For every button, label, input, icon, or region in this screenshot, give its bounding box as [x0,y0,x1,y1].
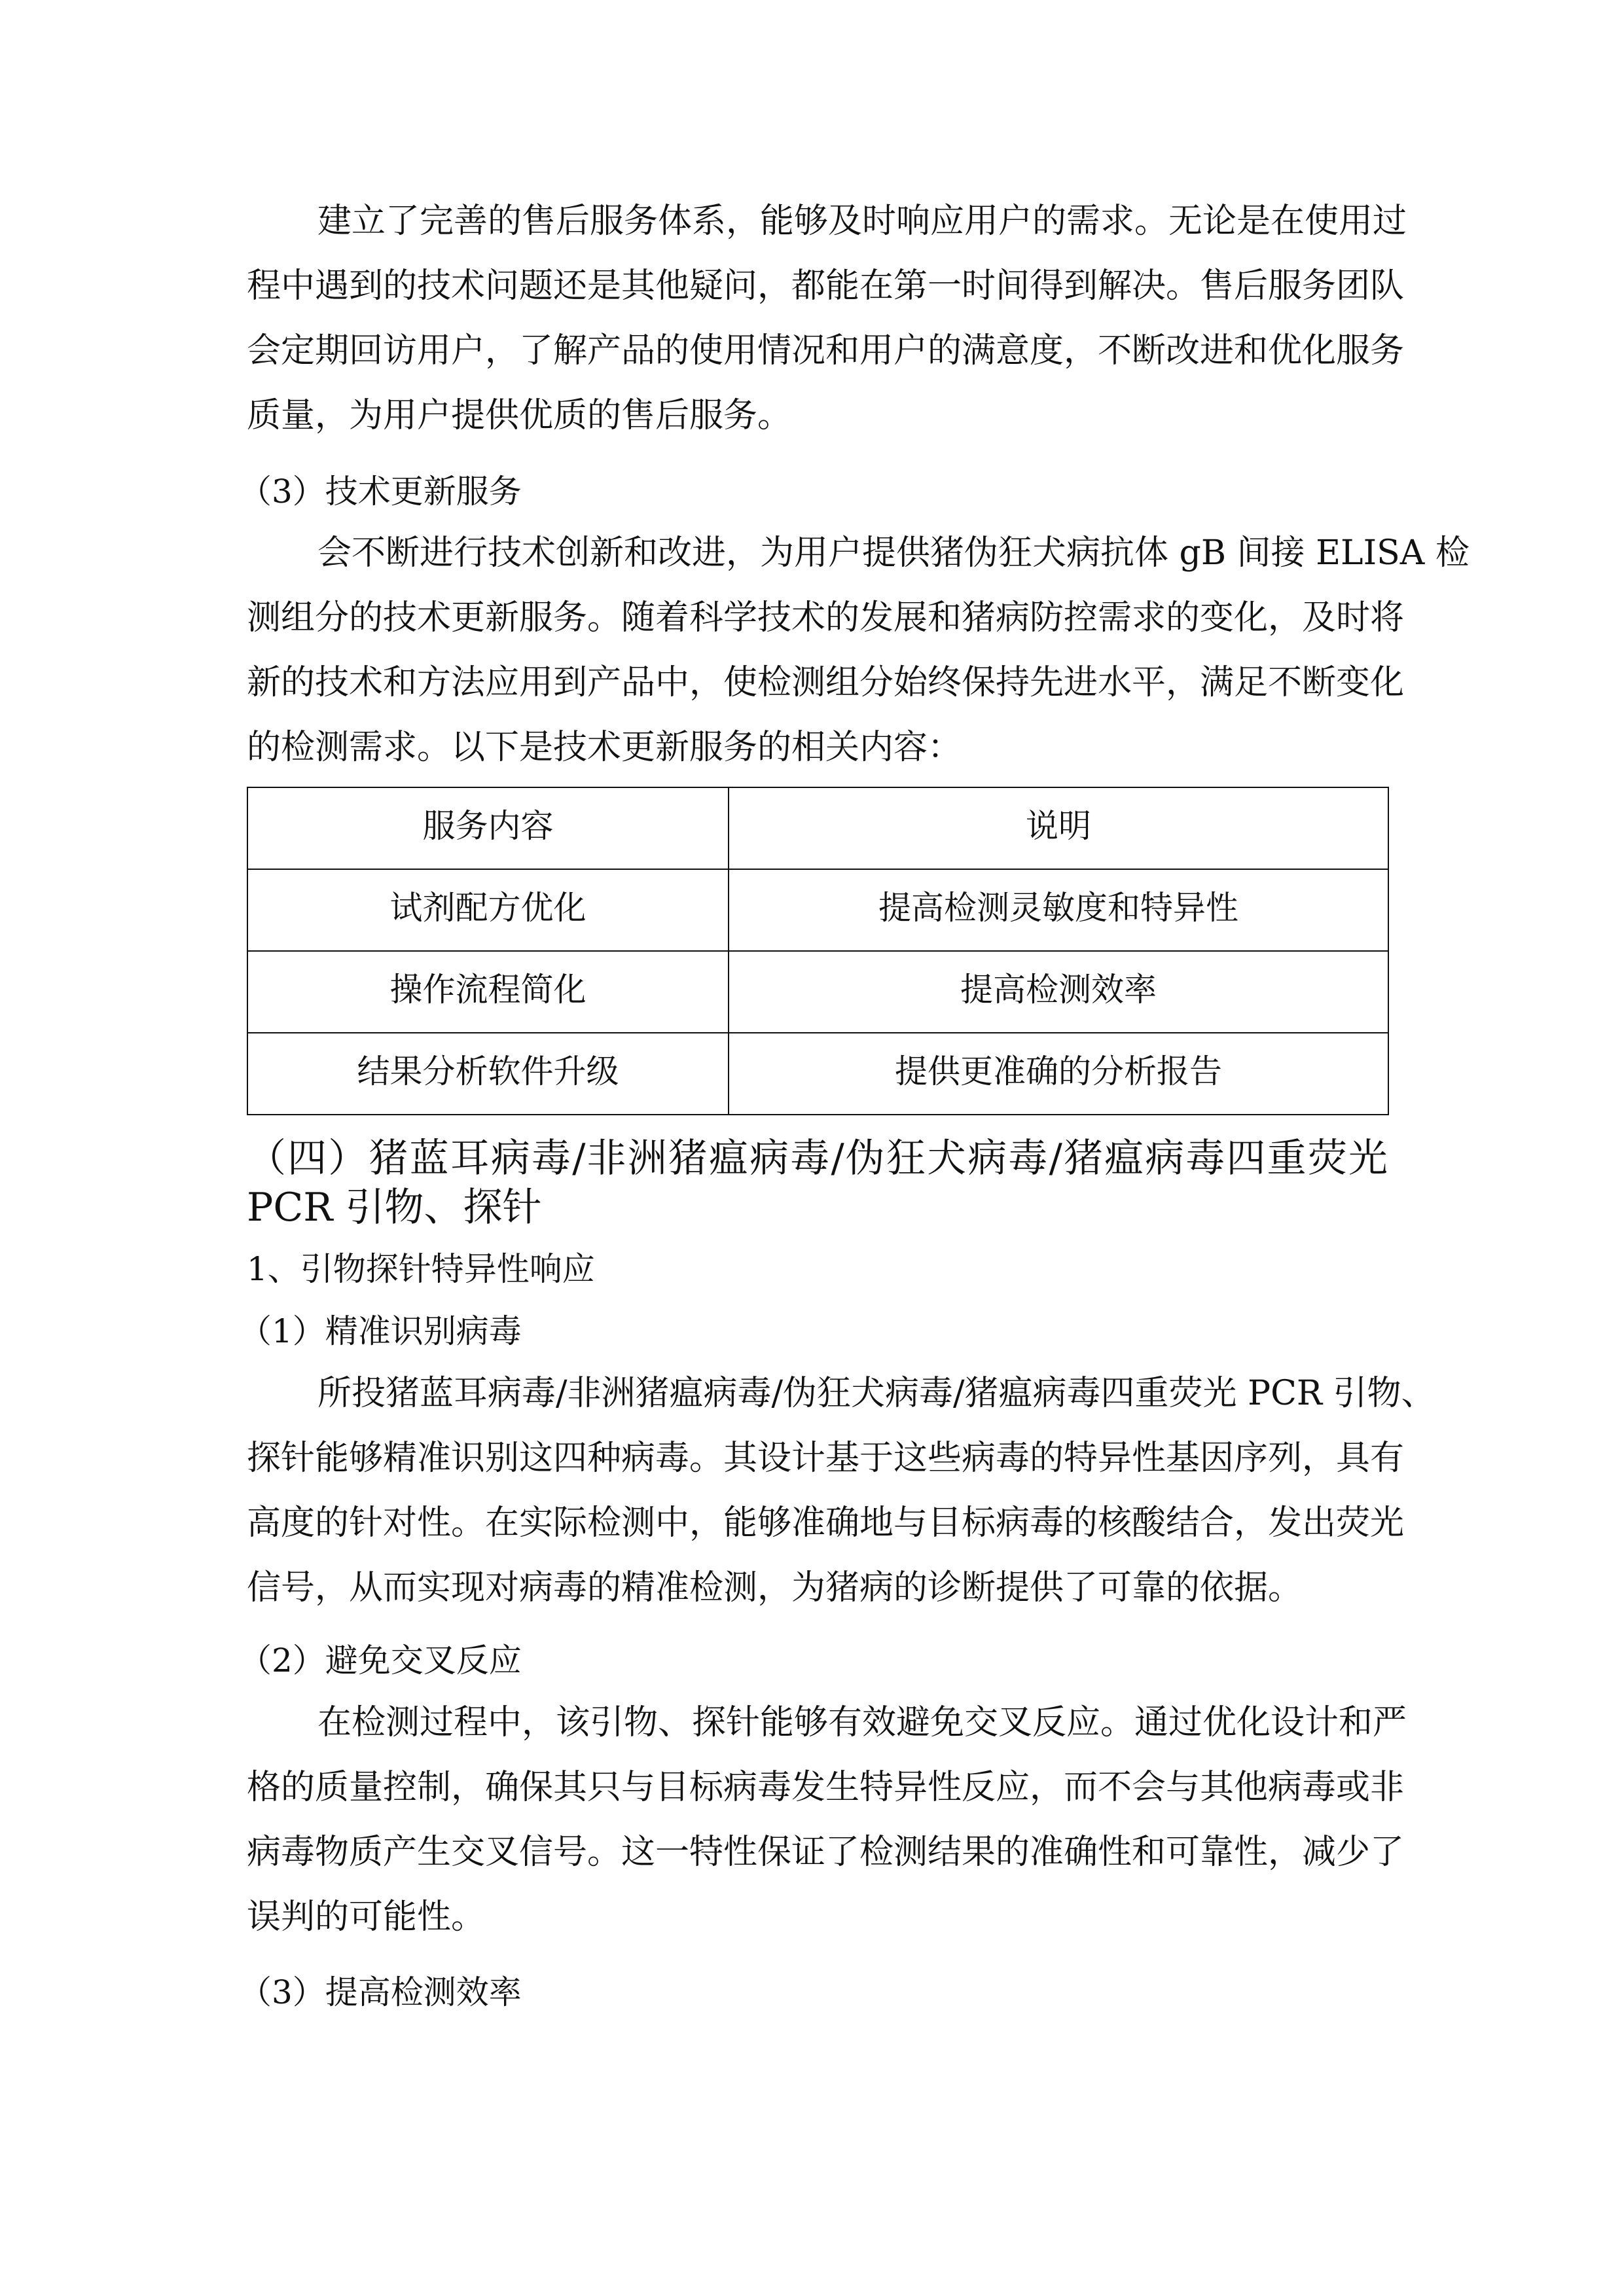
paragraph-avoid-cross-reaction [247,1691,1407,1950]
text-line: 新的技术和方法应用到产品中，使检测组分始终保持先进水平，满足不断变化 [247,663,1405,702]
table-cell: 结果分析软件升级 [247,1033,729,1115]
text-line: 探针能够精准识别这四种病毒。其设计基于这些病毒的特异性基因序列，具有 [247,1439,1405,1478]
table-cell: 操作流程简化 [247,951,729,1033]
text-line: 所投猪蓝耳病毒/非洲猪瘟病毒/伪狂犬病毒/猪瘟病毒四重荧光 PCR 引物、 [317,1374,1435,1413]
text-line: 会不断进行技术创新和改进，为用户提供猪伪狂犬病抗体 gB 间接 ELISA 检 [317,533,1470,573]
heading-avoid-cross-reaction: （2）避免交叉反应 [239,1641,522,1679]
table-header-cell: 说明 [729,787,1388,869]
heading-line: （四）猪蓝耳病毒/非洲猪瘟病毒/伪狂犬病毒/猪瘟病毒四重荧光 [247,1136,1388,1181]
table-cell: 提高检测效率 [729,951,1388,1033]
section-heading-4 [247,1134,1388,1232]
table-row [247,869,1388,951]
heading-improve-efficiency: （3）提高检测效率 [239,1973,522,2011]
text-line: 建立了完善的售后服务体系，能够及时响应用户的需求。无论是在使用过 [317,202,1407,241]
text-line: 误判的可能性。 [247,1897,486,1937]
table-header-row [247,787,1388,869]
table-row [247,951,1388,1033]
text-line: 测组分的技术更新服务。随着科学技术的发展和猪病防控需求的变化，及时将 [247,598,1405,637]
heading-tech-update: （3）技术更新服务 [239,473,522,511]
table-cell: 试剂配方优化 [247,869,729,951]
table-header-cell: 服务内容 [247,787,729,869]
heading-line: PCR 引物、探针 [247,1185,542,1230]
text-line: 高度的针对性。在实际检测中，能够准确地与目标病毒的核酸结合，发出荧光 [247,1503,1405,1543]
heading-primer-specificity: 1、引物探针特异性响应 [247,1250,595,1288]
tech-update-table [247,787,1389,1115]
heading-precise-identification: （1）精准识别病毒 [239,1312,522,1350]
paragraph-precise-identification [247,1361,1435,1621]
paragraph-tech-update [247,521,1470,780]
text-line: 在检测过程中，该引物、探针能够有效避免交叉反应。通过优化设计和严 [317,1703,1407,1742]
text-line: 信号，从而实现对病毒的精准检测，为猪病的诊断提供了可靠的依据。 [247,1568,1303,1607]
text-line: 的检测需求。以下是技术更新服务的相关内容： [247,728,962,767]
text-line: 会定期回访用户，了解产品的使用情况和用户的满意度，不断改进和优化服务 [247,331,1405,370]
text-line: 质量，为用户提供优质的售后服务。 [247,396,792,435]
paragraph-after-sales [247,189,1407,448]
text-line: 病毒物质产生交叉信号。这一特性保证了检测结果的准确性和可靠性，减少了 [247,1833,1405,1872]
text-line: 程中遇到的技术问题还是其他疑问，都能在第一时间得到解决。售后服务团队 [247,266,1405,306]
text-line: 格的质量控制，确保其只与目标病毒发生特异性反应，而不会与其他病毒或非 [247,1768,1405,1807]
table-cell: 提高检测灵敏度和特异性 [729,869,1388,951]
table-row [247,1033,1388,1115]
table-cell: 提供更准确的分析报告 [729,1033,1388,1115]
